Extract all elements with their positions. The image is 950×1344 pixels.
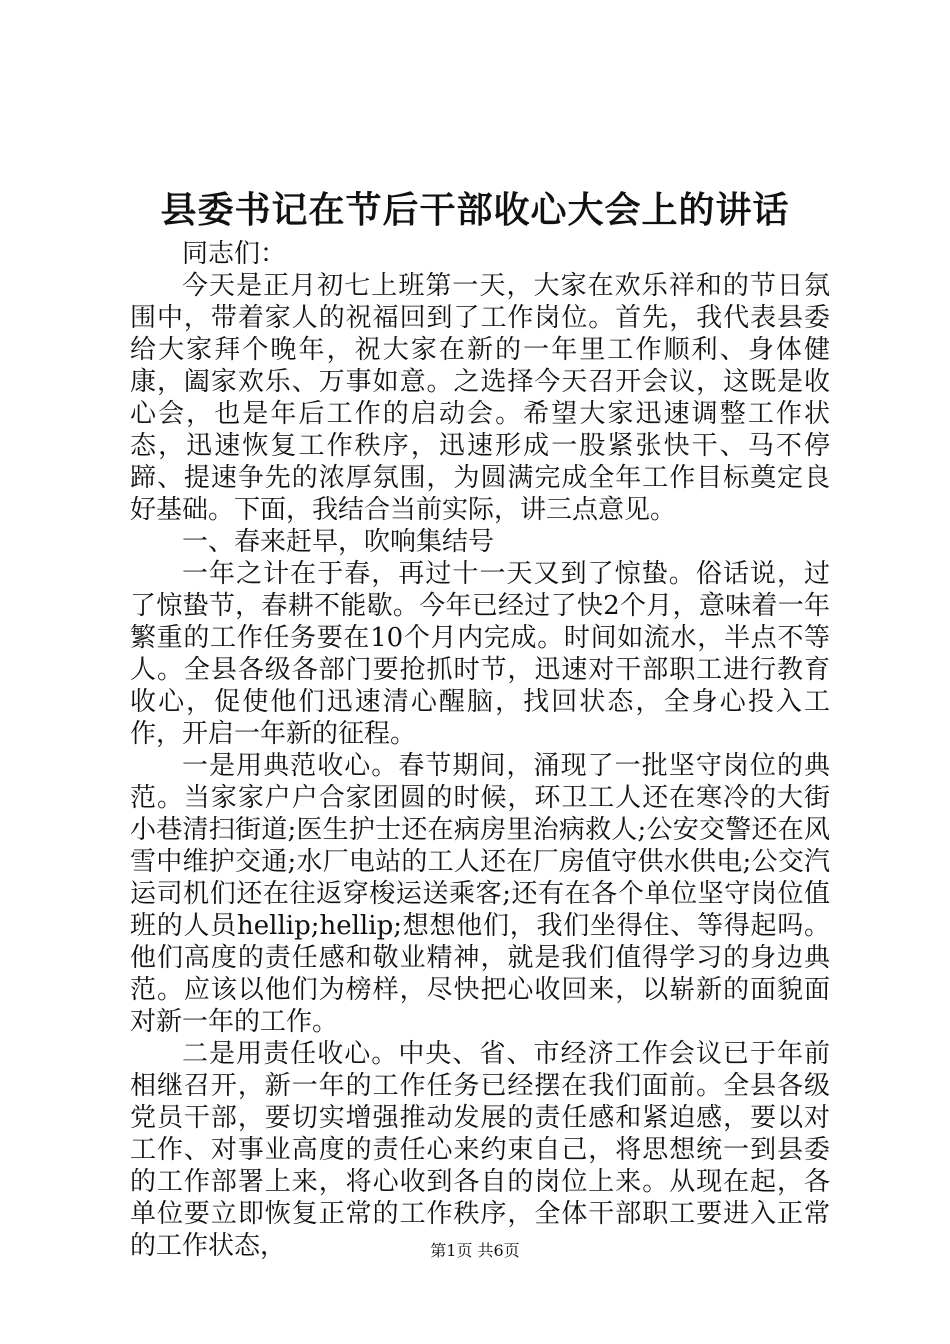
section-heading-1: 一、春来赶早，吹响集结号	[182, 527, 495, 557]
page-footer: 第1页 共6页	[430, 1241, 520, 1260]
paragraph-salutation: 同志们：	[182, 239, 287, 269]
paragraph-spring: 一年之计在于春，再过十一天又到了惊蛰。俗话说，过了惊蛰节，春耕不能歇。今年已经过了快2个月，意味着一年繁重的工作任务要在10个月内完成。时间如流水，半点不等人。全县各级各部门要抢抓时节，迅速对干部职工进行教育收心，促使他们迅速清心醒脑，找回状态，全身心投入工作，开启一年新的征程。	[130, 559, 830, 749]
paragraph-model: 一是用典范收心。春节期间，涌现了一批坚守岗位的典范。当家家户户合家团圆的时候，环卫工人还在寒冷的大街小巷清扫街道;医生护士还在病房里治病救人;公安交警还在风雪中维护交通;水厂电站的工人还在厂房值守供水供电;公交汽运司机们还在往返穿梭运送乘客;还有在各个单位坚守岗位值班的人员hellip;hellip;想想他们，我们坐得住、等得起吗。他们高度的责任感和敬业精神，就是我们值得学习的身边典范。应该以他们为榜样，尽快把心收回来，以崭新的面貌面对新一年的工作。	[130, 751, 830, 1037]
paragraph-opening: 今天是正月初七上班第一天，大家在欢乐祥和的节日氛围中，带着家人的祝福回到了工作岗位。首先，我代表县委给大家拜个晚年，祝大家在新的一年里工作顺利、身体健康，阖家欢乐、万事如意。之选择今天召开会议，这既是收心会，也是年后工作的启动会。希望大家迅速调整工作状态，迅速恢复工作秩序，迅速形成一股紧张快干、马不停蹄、提速争先的浓厚氛围，为圆满完成全年工作目标奠定良好基础。下面，我结合当前实际，讲三点意见。	[130, 271, 830, 525]
document-body	[130, 238, 830, 1262]
paragraph-responsibility: 二是用责任收心。中央、省、市经济工作会议已于年前相继召开，新一年的工作任务已经摆在我们面前。全县各级党员干部，要切实增强推动发展的责任感和紧迫感，要以对工作、对事业高度的责任心来约束自己，将思想统一到县委的工作部署上来，将心收到各自的岗位上来。从现在起，各单位要立即恢复正常的工作秩序，全体干部职工要进入正常的工作状态，	[130, 1039, 830, 1261]
document-title: 县委书记在节后干部收心大会上的讲话	[160, 189, 790, 231]
